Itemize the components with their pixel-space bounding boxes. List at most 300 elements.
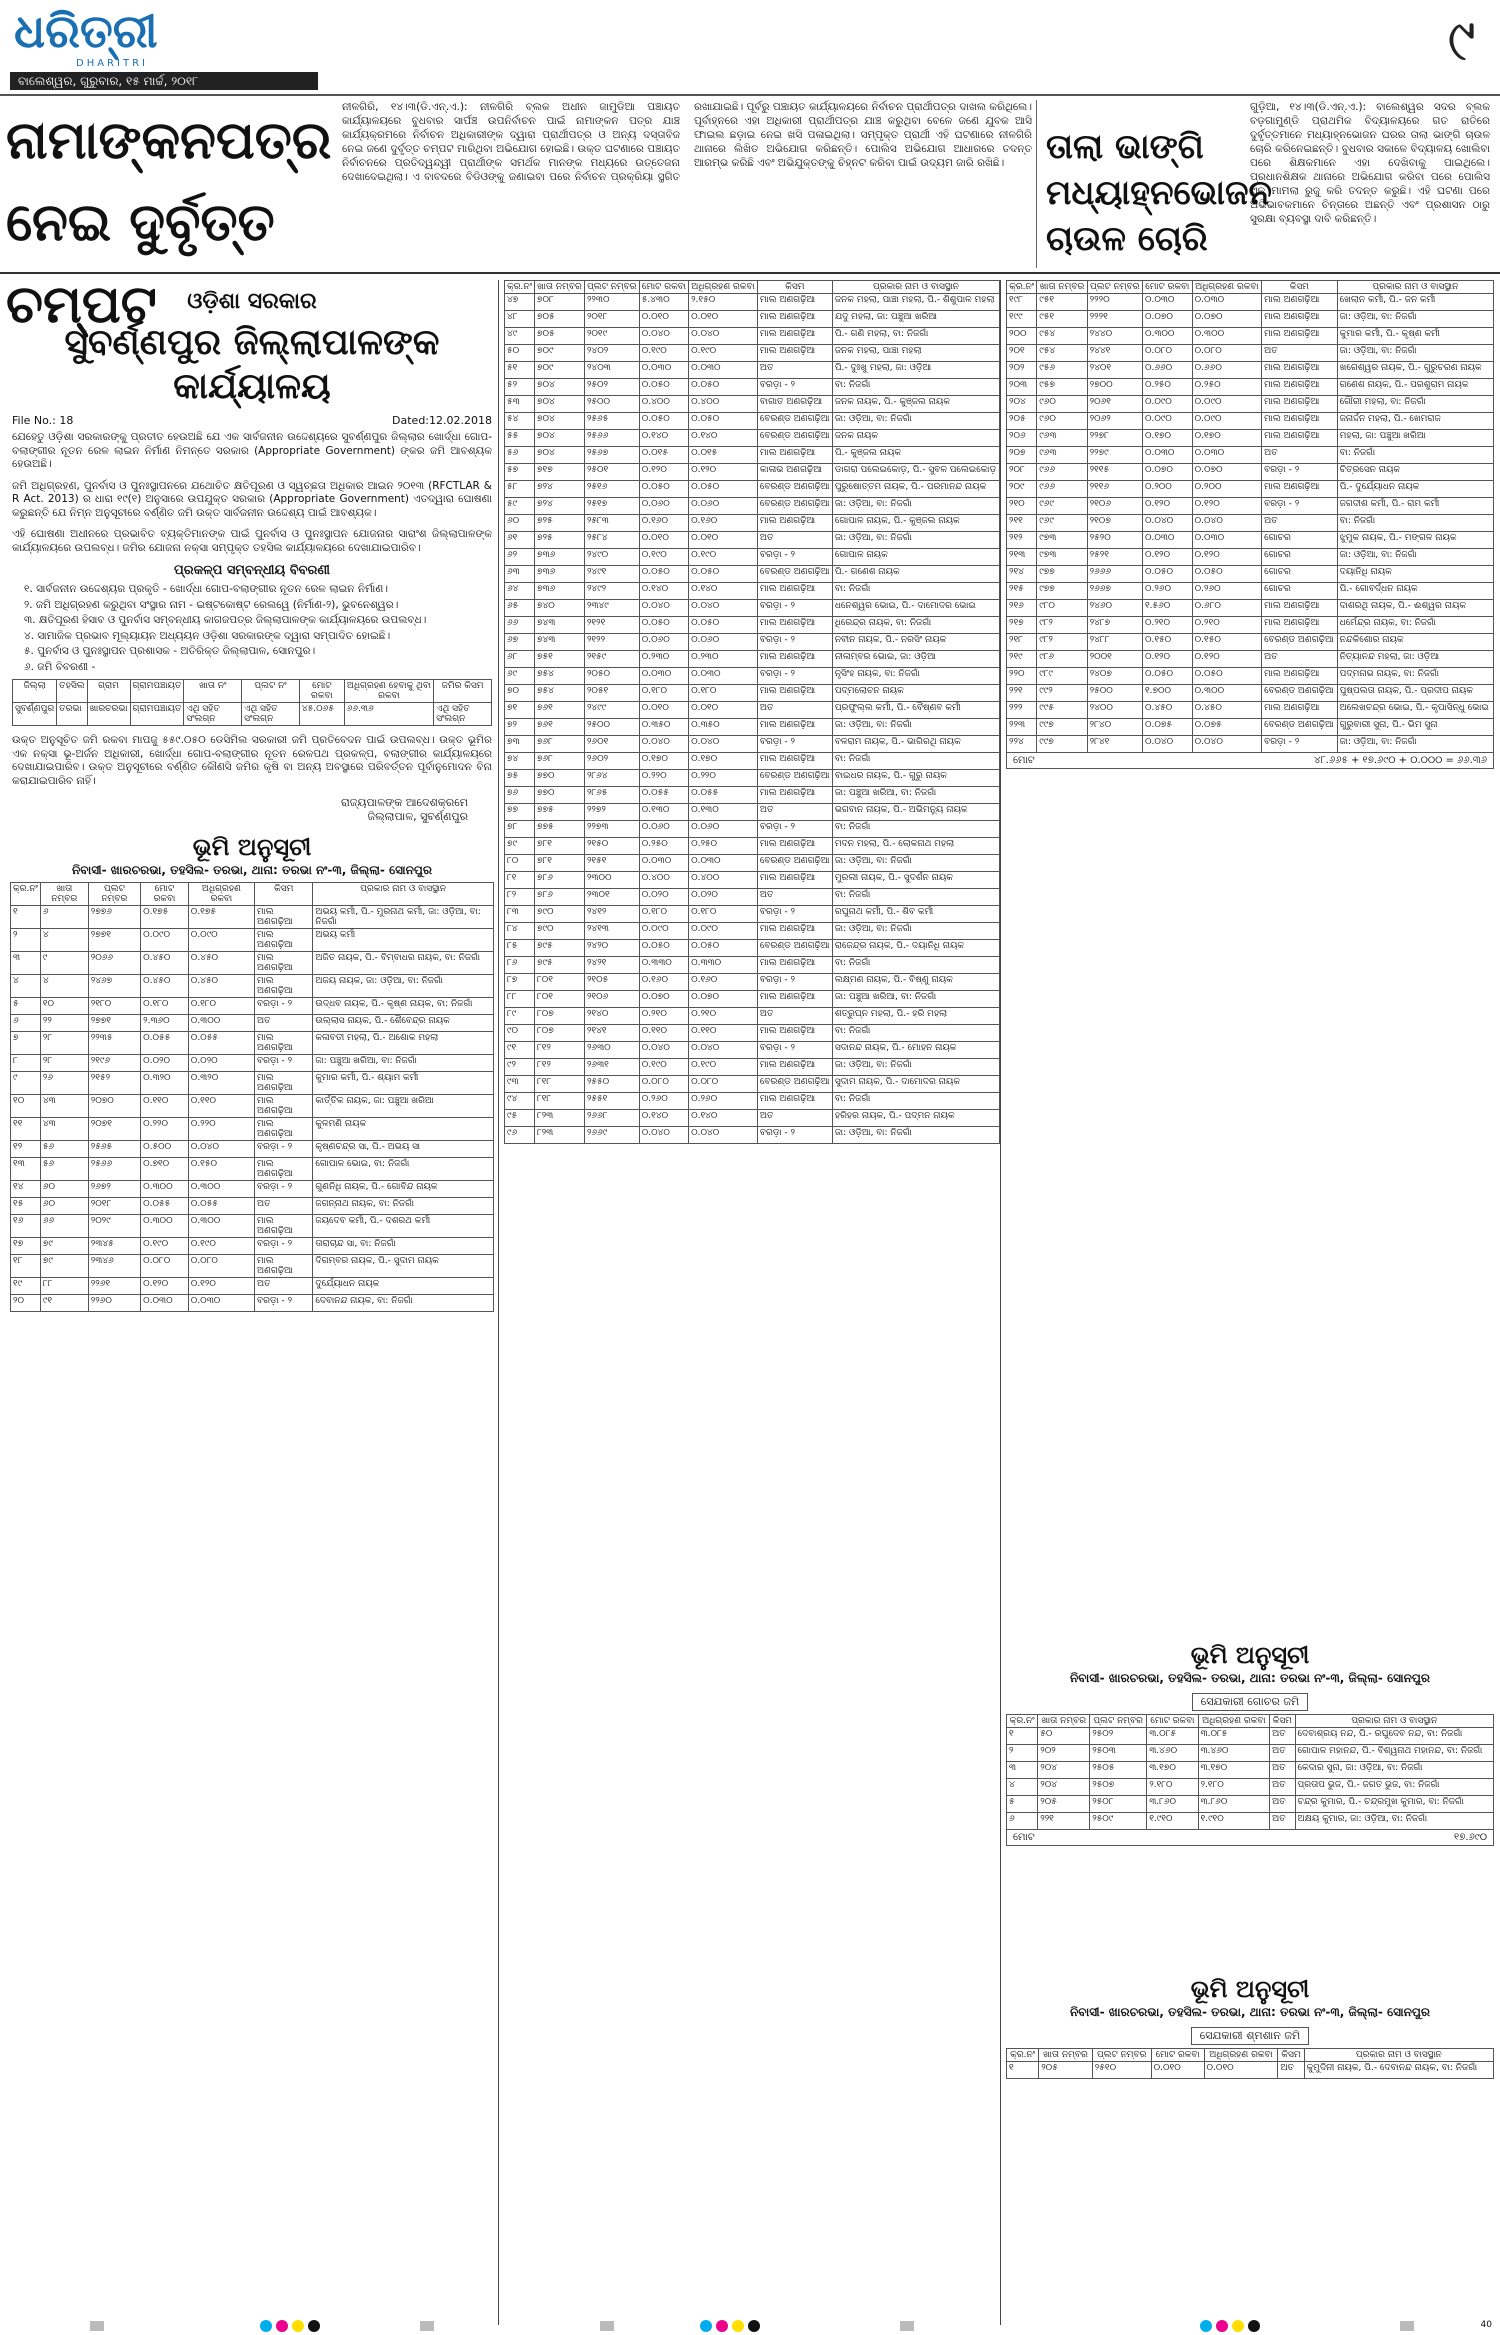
table-cell: ୨୪୬୭ [88,975,140,998]
table-cell: ୦.୦୨୦ [188,1055,254,1072]
table-cell: ୨୮୬୪ [584,770,639,787]
table-cell: ୧୯୮ [1007,294,1037,311]
table-cell: ୧୨ [11,1141,41,1158]
table-cell: ୯୭୩ [1037,532,1087,549]
table-cell: ମାଲ ଅଣଗଢ଼ିଆ [757,328,832,345]
table-cell: ୦.୦୧୦ [639,311,688,328]
table-cell: ଜନକ ମହଲା, ପାଞ୍ଚା ମହଲା, ପି.- ଶିଶୁପାଳ ମହଲା [832,294,999,311]
table-cell: ପୁରୁଷୋତ୍ତମ ନାୟକ, ପି.- ପରମାନନ୍ଦ ନାୟକ [832,481,999,498]
table-cell: ୦.୧୮୦ [639,685,688,702]
table-cell: ୦.୨୧୦ [1192,617,1261,634]
table-row [1007,1813,1494,1830]
registration-dot-black [748,2320,760,2332]
table-cell: ୦.୦୩୦ [1192,532,1261,549]
registration-dot-yellow [292,2320,304,2332]
table-cell: ୨୫୮୪ [584,532,639,549]
table-row [505,685,1000,702]
table-row [505,617,1000,634]
table-cell: ୦.୦୪୦ [689,736,758,753]
table-cell: ୦.୦୭୦ [639,991,688,1008]
table-cell: ମାଲ ଅଣଗଢ଼ିଆ [1262,396,1338,413]
table-cell: ୬୭ [505,634,535,651]
table-cell: ୦.୧୧୦ [141,1095,189,1118]
table-cell: ୭୯ [505,838,535,855]
table-cell: ନୀଳାମ୍ବର ଭୋଇ, ଜା: ଓଡ଼ିଆ [832,651,999,668]
table-cell: ୪ [11,975,41,998]
table-cell: ବେରଣ୍ଡ ଅଣଗଢ଼ିଆ [1262,685,1338,702]
table-cell: ୨୪୮୭ [1087,617,1142,634]
table-cell: ମାଲ ଅଣଗଢ଼ିଆ [255,975,313,998]
table-cell: ବରଡ଼ା - ୨ [255,1295,313,1312]
table-cell: ୮୪ [505,923,535,940]
column-divider [1036,100,1037,268]
table-cell: ଅତ [1262,515,1338,532]
table-cell: ୦.୩୩୦ [639,957,688,974]
table-cell: ୮୧୮ [535,1076,585,1093]
table-cell: ଜଗଦୀଶ କର୍ମୀ, ପି.- ରାମ କର୍ମୀ [1337,498,1493,515]
table-cell: ୨୨୭୮ [1087,430,1142,447]
table-cell: ଜୟଦେବ କର୍ମୀ, ପି.- ଦଶରଥ କର୍ମୀ [313,1215,494,1238]
table-cell: ୦.୧୪୦ [689,1110,758,1127]
table-cell: ୦.୦୯୦ [188,929,254,952]
notice-signature [6,792,498,828]
table-cell: ୦.୦୫୫ [188,1198,254,1215]
table-cell: ୭୭ [505,804,535,821]
table-cell: ୨୧୨୨ [584,634,639,651]
table-cell: ୨୦୧ [1007,345,1037,362]
table-cell: ୦.୦୭୫ [1192,719,1261,736]
table-cell: ବେରଣ୍ଡ ଅଣଗଢ଼ିଆ [757,481,832,498]
table-row [1007,566,1494,583]
table-cell: ୨୩୪୯ [584,600,639,617]
table-cell: ଜନକ ନାୟକ [832,430,999,447]
table-cell: ୮୧୮ [535,1093,585,1110]
table-cell: ଦୁର୍ଯ୍ୟୋଧନ ନାୟକ [313,1278,494,1295]
table-cell: ଅତ [1270,1728,1295,1745]
table-cell: ବରଡ଼ା - ୨ [757,668,832,685]
table-cell: ମାଲ ଅଣଗଢ଼ିଆ [1262,617,1338,634]
table-cell: ନୃସିଂହ ନାୟକ, ବା: ନିଜଗାଁ [832,668,999,685]
table-cell: ନନ୍ଦକିଶୋର ନାୟକ [1337,634,1493,651]
table-cell: ଝୁମୁକ ନାୟକ, ପି.- ମଙ୍ଗଳ ନାୟକ [1337,532,1493,549]
table-cell: ୧୫ [11,1198,41,1215]
table-cell: ୪୩ [40,1095,88,1118]
table-row [1007,600,1494,617]
table-cell: ୦.୦୪୦ [689,328,758,345]
table-cell: ମାଲ ଅଣଗଢ଼ିଆ [255,906,313,929]
table-cell: ୦.୧୪୦ [689,430,758,447]
table-cell: ଅତ [255,1015,313,1032]
table-cell: ୭୪୩ [535,617,585,634]
table-row [11,1278,494,1295]
table-cell: ୨୪୪୧ [1087,345,1142,362]
table-cell: ୦.୧୬୦ [689,515,758,532]
column-header: ପ୍ରକାର ନାମ ଓ ବାସସ୍ଥାନ [1295,1715,1493,1728]
table-cell: ୨୧୦୭ [1087,515,1142,532]
table-cell: ୨୬୬୭ [1087,583,1142,600]
table-cell: ୦.୪୫୦ [141,952,189,975]
table-cell: ୨୫୬୫ [88,1141,140,1158]
table-cell: ୦.୧୫୦ [1192,634,1261,651]
table-cell: ମାଲ ଅଣଗଢ଼ିଆ [1262,311,1338,328]
table-cell: ମହଲା, ଜା: ପଞ୍ଚୁଆ ଖରିଆ [1337,430,1493,447]
table-cell: ୦.୬୬୦ [1142,362,1192,379]
table-cell: ୦.୦୯୦ [1192,396,1261,413]
table-row [505,1076,1000,1093]
table-cell: ୦.୦୫୦ [689,566,758,583]
table-cell: ୨୬ [40,1072,88,1095]
table-cell: ୨୭୭୧ [88,929,140,952]
table-cell: ୦.୩୦୦ [188,1215,254,1238]
table-cell: ୨୦୭୧ [88,1118,140,1141]
table-cell: ୦.୧୩୦ [639,804,688,821]
column-header: ଖାତା ନମ୍ବର [1039,2049,1093,2062]
second-headline [1046,124,1272,264]
table-cell: ୬୫ [505,600,535,617]
column-header: ଅଧିଗ୍ରହଣ ରକବା [1198,1715,1270,1728]
table-cell: ୦.୧୮୦ [141,998,189,1015]
table-cell: ୮୧୨ [535,1059,585,1076]
table-cell: ୦.୧୯୦ [689,345,758,362]
table-cell: ୩.୧୭୦ [1198,1762,1270,1779]
table-cell: ୭୦୯ [535,362,585,379]
column-header: ପ୍ଲଟ ନମ୍ବର [1092,2049,1151,2062]
table-cell: ୭୦୪ [535,430,585,447]
table-cell: ୫୦ [505,345,535,362]
table-row [11,998,494,1015]
table-row [11,1072,494,1095]
table-cell: ଗୋଚର [1262,583,1338,600]
schedule-category-wrap [1006,1690,1494,1711]
table-cell: ୨୨୨୦ [1087,294,1142,311]
table-cell: ୨୦୪ [1007,396,1037,413]
table-row [1007,549,1494,566]
table-cell: ୩.୦୮୫ [1147,1728,1198,1745]
table-cell: ଅତ [255,1278,313,1295]
table-cell: ୨୦୨ [1007,362,1037,379]
table-row [11,952,494,975]
table-row [1007,1745,1494,1762]
table-cell: ବରଡ଼ା - ୨ [757,1042,832,1059]
column-header: ପ୍ଲଟ ନଂ [242,680,300,703]
table-cell: ୨୨୨ [1007,702,1037,719]
table-cell: ବା: ନିଜଗାଁ [832,1093,999,1110]
table-cell: ୨୫୦୫ [1090,1762,1147,1779]
table-cell: ୦.୦୯୦ [141,929,189,952]
table-cell: ମାଲ ଅଣଗଢ଼ିଆ [255,1072,313,1095]
table-row [1007,396,1494,413]
table-cell: ୯୮୯ [1037,668,1087,685]
table-cell: ୧୭ [11,1238,41,1255]
table-cell: ୮୨୩ [535,1110,585,1127]
table-cell: କୁମାର କର୍ମୀ, ପି.- ଶ୍ୟାମ କର୍ମୀ [313,1072,494,1095]
table-cell: ୦.୩୨୦ [141,1072,189,1095]
table-cell: ୨୬୩୦ [584,1042,639,1059]
table-cell: ୨୩୦୦ [584,872,639,889]
table-cell: ୨୫୬୬ [584,430,639,447]
table-cell: ୦.୦୨୦ [141,1055,189,1072]
total-value: ୧୭.୬୯୦ [1454,1832,1487,1843]
table-cell: ୦.୧୬୦ [689,974,758,991]
table-row [505,1093,1000,1110]
table-row [505,328,1000,345]
table-row [11,1055,494,1072]
table-cell: ୦.୩୫୦ [639,719,688,736]
table-cell: ମାଲ ଅଣଗଢ଼ିଆ [255,1158,313,1181]
table-header-row [13,680,492,703]
table-cell: ଜଗନ୍ନାଥ ନାୟକ, ବା: ନିଜଗାଁ [313,1198,494,1215]
table-cell: ୦.୪୫୦ [1142,702,1192,719]
table-cell: ୨୫୧୭ [584,498,639,515]
table-cell: ୫ [11,998,41,1015]
table-row [1007,1728,1494,1745]
table-cell: ୮ [11,1055,41,1072]
table-cell: ୨୦୨୯ [88,1215,140,1238]
table-cell: ୬୦ [505,515,535,532]
table-cell: ୦.୭୧୦ [141,1158,189,1181]
table-cell: ୦.୦୫୦ [639,413,688,430]
table-cell: ୦.୦୮୦ [1192,345,1261,362]
table-cell: ୦.୦୪୦ [689,1042,758,1059]
table-row [1007,345,1494,362]
table-cell: ୨୧୦୬ [1087,498,1142,515]
table-cell: ୮୯ [505,1008,535,1025]
table-cell: ଗୋପାଳ ନାୟକ [832,549,999,566]
table-cell: ତରଭା [57,703,87,726]
table-cell: ୨୨୧ [1007,685,1037,702]
notice-file-line [6,414,498,427]
table-cell: ୦.୦୩୦ [1142,294,1192,311]
table-cell: ୭୯ [40,1238,88,1255]
table-cell: ବା: ନିଜଗାଁ [832,583,999,600]
table-cell: ୦.୦୫୫ [188,1032,254,1055]
table-cell: ୨୪୨୦ [584,940,639,957]
table-cell: ୨୦୬୨ [1087,413,1142,430]
table-cell: ମାଲ ଅଣଗଢ଼ିଆ [757,872,832,889]
table-cell: ମାଲ ଅଣଗଢ଼ିଆ [757,345,832,362]
table-cell: ମାଲ ଅଣଗଢ଼ିଆ [757,617,832,634]
table-cell: ୦.୧୧୦ [689,1025,758,1042]
table-cell: ଗୋପାଳ ମହାନନ୍ଦ, ପି.- ବିଶ୍ୱନାଥ ମହାନନ୍ଦ, ବା: ନିଜଗାଁ [1295,1745,1493,1762]
column-header: ଗ୍ରାମପଞ୍ଚାୟତ [130,680,184,703]
table-cell: ୯୮୦ [1037,600,1087,617]
table-cell: ୨୧୦ [1007,498,1037,515]
table-cell: ବେରଣ୍ଡ ଅଣଗଢ଼ିଆ [757,498,832,515]
table-cell: ରାଜେନ୍ଦ୍ର ନାୟକ, ପି.- ଦୟାନିଧି ନାୟକ [832,940,999,957]
table-cell: ୯୫୪ [1037,345,1087,362]
table-cell: ୨୦୫୦ [584,668,639,685]
table-cell: ୨୦୧୮ [584,311,639,328]
table-cell: ଅତ [1270,1762,1295,1779]
table-cell: ୭୦୪ [535,379,585,396]
column-header: ଅଧିଗ୍ରହଣ ରକବା [689,281,758,294]
table-cell: ୨୧୮୦ [88,998,140,1015]
table-cell: ପୁଷ୍ପଲତା ନାୟକ, ପି.- ପ୍ରଦୀପ ନାୟକ [1337,685,1493,702]
table-cell: ୯୧ [40,1295,88,1312]
table-cell: ଭଗବାନ ନାୟକ, ପି.- ଅଭିମନ୍ୟୁ ନାୟକ [832,804,999,821]
column-header: ମୋଟ ରକବା [639,281,688,294]
table-cell: ୨୮ [40,1032,88,1055]
table-cell: ୨୦୫ [1038,1796,1090,1813]
table-cell: ମାଲ ଅଣଗଢ଼ିଆ [757,651,832,668]
table-cell: ୫ [1007,1796,1038,1813]
table-cell: ପଦ୍ମନାଭ ନାୟକ, ବା: ନିଜଗାଁ [1337,668,1493,685]
table-cell: ମାଲ ଅଣଗଢ଼ିଆ [1262,481,1338,498]
registration-dot-magenta [276,2320,288,2332]
table-cell: ୭୫୧ [535,651,585,668]
table-cell: ୭୭୦ [535,770,585,787]
table-cell: ୭୧ [505,702,535,719]
table-cell: ୨୨୪ [1007,736,1037,753]
table-cell: ମାଲ ଅଣଗଢ଼ିଆ [757,957,832,974]
table-cell: ୨୧୦୬ [584,991,639,1008]
table-row [505,1025,1000,1042]
column-header: ମୋଟ ରକବା [1151,2049,1204,2062]
table-cell: କୁଳମଣି ନାୟକ [313,1118,494,1141]
table-cell: ୦.୧୯୦ [639,549,688,566]
registration-dot-black [308,2320,320,2332]
table-cell: ୫.୪୩୦ [639,294,688,311]
notice-govt: ଓଡ଼ିଶା ସରକାର [187,288,317,314]
table-cell: ବରଡ଼ା - ୨ [757,600,832,617]
total-label: ମୋଟ [1013,755,1035,766]
table-cell: ୧୩ [11,1158,41,1181]
table-cell: ୦.୦୪୦ [639,328,688,345]
table-cell: ୦.୨୩୦ [689,651,758,668]
table-cell: ୨୦୬୧ [1087,396,1142,413]
table-cell: ୦.୧୨୦ [141,1278,189,1295]
table-row [505,855,1000,872]
table-cell: ଗୁରୁବାରୀ ସୁନା, ପି.- ଭିମ ସୁନା [1337,719,1493,736]
table-cell: ୧୦ [11,1095,41,1118]
table-cell: ମଦନ ମହଲା, ପି.- ଲୋକନାଥ ମହଲା [832,838,999,855]
table-cell: ମାଲ ଅଣଗଢ଼ିଆ [757,685,832,702]
table-cell: ୭୪୦ [535,600,585,617]
table-cell: ଅତ [757,1008,832,1025]
table-cell: ବରଡ଼ା - ୨ [757,634,832,651]
column-header: ମୋଟ ରକବା [299,680,344,703]
table-cell: ୨୧୫୨ [88,1072,140,1095]
table-cell: ୨୫୦୦ [584,396,639,413]
table-cell: ଗୋଚର [1262,532,1338,549]
table-cell: ଦିଗମ୍ବର ନାୟକ, ପି.- ସୁଦାମ ନାୟକ [313,1255,494,1278]
table-cell: ନିତ୍ୟାନନ୍ଦ ମହଲା, ଜା: ଓଡ଼ିଆ [1337,651,1493,668]
table-cell: ୯୬୩ [1037,447,1087,464]
notice-para4: ଉକ୍ତ ଅନୁସୂଚିତ ଜମି ରକବା ମାପଜୁ ୫୫୯.୦୫୦ ଡେସିମିଲ ସରକାରୀ ଜମି ପ୍ରତିବେଦନ ପାଇଁ ଉପଲବ୍ଧ। ଉକ୍ତ ଭୂମିର ଏକ ନକ୍ସା ଭୂ-ଅର୍ଜନ ଅଧିକାରୀ, ଖୋର୍ଦ୍ଧା ଗୋପ-ବଲାଙ୍ଗୀର ନୂତନ ରେଳପଥ ପ୍ରକଳ୍ପ, ବଲାଙ୍ଗୀର କାର୍ଯ୍ୟାଳୟରେ ଦେଖାଯାଇପାରିବ। ଉକ୍ତ ଅନୁସୂଚୀରେ ବର୍ଣ୍ଣିତ କୌଣସି ଜମିର କୃଷି ବା ଅନ୍ୟ ଅବସ୍ଥାରେ ପରିବର୍ତ୍ତନ ପୂର୍ବାନୁମୋଦନ ବିନା କରାଯାଇପାରିବ ନାହିଁ। [12,734,492,787]
table-row [505,600,1000,617]
table-cell: ୦.୩୦୦ [188,1015,254,1032]
table-row [505,719,1000,736]
table-cell: ମାଲ ଅଣଗଢ଼ିଆ [1262,294,1338,311]
table-cell: ୨୧୨ [1007,532,1037,549]
table-cell: ୦.୦୩୦ [639,362,688,379]
column-header: ତହସିଲ [57,680,87,703]
table-cell: ୪ [1007,1779,1038,1796]
table-cell: ୨୧୯ [1007,651,1037,668]
table-cell: ୦.୨୩୦ [639,651,688,668]
table-row [1007,1796,1494,1813]
table-cell: ୯୬ [505,1127,535,1144]
table-cell: ୯୮୨ [1037,617,1087,634]
table-cell: ୭୦୫ [535,328,585,345]
table-cell: ୫୬ [505,447,535,464]
table-row [505,362,1000,379]
column-header: ଗ୍ରାମ [87,680,130,703]
table-cell: ୦.୧୪୦ [639,583,688,600]
table-row [11,1032,494,1055]
table-cell: ୨୨୨୧ [1087,311,1142,328]
table-cell: ୮୦୧ [535,974,585,991]
table-cell: ୨୧୫୯ [584,651,639,668]
table-cell: ୨୦ [11,1295,41,1312]
column-header: ପ୍ରକାର ନାମ ଓ ବାସସ୍ଥାନ [313,883,494,906]
second-headline-line1: ତାଲା ଭାଙ୍ଗି [1046,127,1204,167]
table-cell: କାଳାଭ ଅଣଗଢ଼ିଆ [757,464,832,481]
table-cell: ୨୨୩୦ [584,294,639,311]
table-cell: ୦.୪୦୦ [639,396,688,413]
table-row [11,1118,494,1141]
table-cell: ୨୫୬୫ [584,413,639,430]
table-cell: ବେରଣ୍ଡ ଅଣଗଢ଼ିଆ [757,1076,832,1093]
registration-dot-cyan [700,2320,712,2332]
table-cell: ୯୮୬ [1037,651,1087,668]
table-cell: ଦାଶରଥି ନାୟକ, ପି.- ଈଶ୍ୱର ନାୟକ [1337,600,1493,617]
table-cell: ୯୮୨ [1037,634,1087,651]
table-cell: ଜା: ଓଡ଼ିଆ, ବା: ନିଜଗାଁ [832,855,999,872]
table-cell: ୨୧୩ [1007,549,1037,566]
table-cell: ୬୦ [40,1181,88,1198]
table-cell: ୦.୬୮୦ [1192,600,1261,617]
table-cell: ୫୪ [505,413,535,430]
table-cell: ୭୦୮ [535,294,585,311]
table-cell: ୧୧ [11,1118,41,1141]
table-cell: ୦.୧୮୦ [188,998,254,1015]
table-cell: ମାଲ ଅଣଗଢ଼ିଆ [255,952,313,975]
table-row [505,957,1000,974]
table-cell: ୦.୦୫୦ [639,940,688,957]
table-cell: ୨୭୭୧ [88,1015,140,1032]
table-cell: ୦.୧୭୫ [141,906,189,929]
table-row [1007,481,1494,498]
table-cell: ବେରଣ୍ଡ ଅଣଗଢ଼ିଆ [757,770,832,787]
table-cell: ବେରଣ୍ଡ ଅଣଗଢ଼ିଆ [1262,719,1338,736]
table-cell: ୦.୦୮୦ [141,1255,189,1278]
column-total-row [1006,753,1494,769]
table-cell: ୭୨୫ [535,532,585,549]
table-cell: ୦.୦୧୦ [689,311,758,328]
table-cell: ୯୯୨ [1037,685,1087,702]
table-cell: ୦.୨୬୦ [639,1093,688,1110]
table-cell: ୦.୦୫୦ [689,940,758,957]
table-cell: ୭୬୧ [535,702,585,719]
column-header: ଜମିର କିସମ [434,680,492,703]
table-cell: ୦.୦୬୦ [639,498,688,515]
column-header: ପ୍ଲଟ ନମ୍ବର [584,281,639,294]
schedule-title: ଭୂମି ଅନୁସୂଚୀ [1190,1640,1310,1669]
table-cell: ୨.୩୬୦ [141,1015,189,1032]
table-cell: ଗୋଚର [1262,549,1338,566]
table-cell: ୦.୧୪୦ [639,430,688,447]
table-cell: ୯୯୭ [1037,736,1087,753]
table-cell: ଅତ [1278,2062,1304,2079]
table-cell: ଦୟାନିଧି ନାୟକ [1337,566,1493,583]
table-cell: ୨୧୫୦ [584,838,639,855]
top-rule [0,94,1500,96]
table-cell: ୩.୪୬୦ [1147,1745,1198,1762]
table-row [505,430,1000,447]
table-cell: ୯୫୭ [1037,379,1087,396]
table-row [505,515,1000,532]
